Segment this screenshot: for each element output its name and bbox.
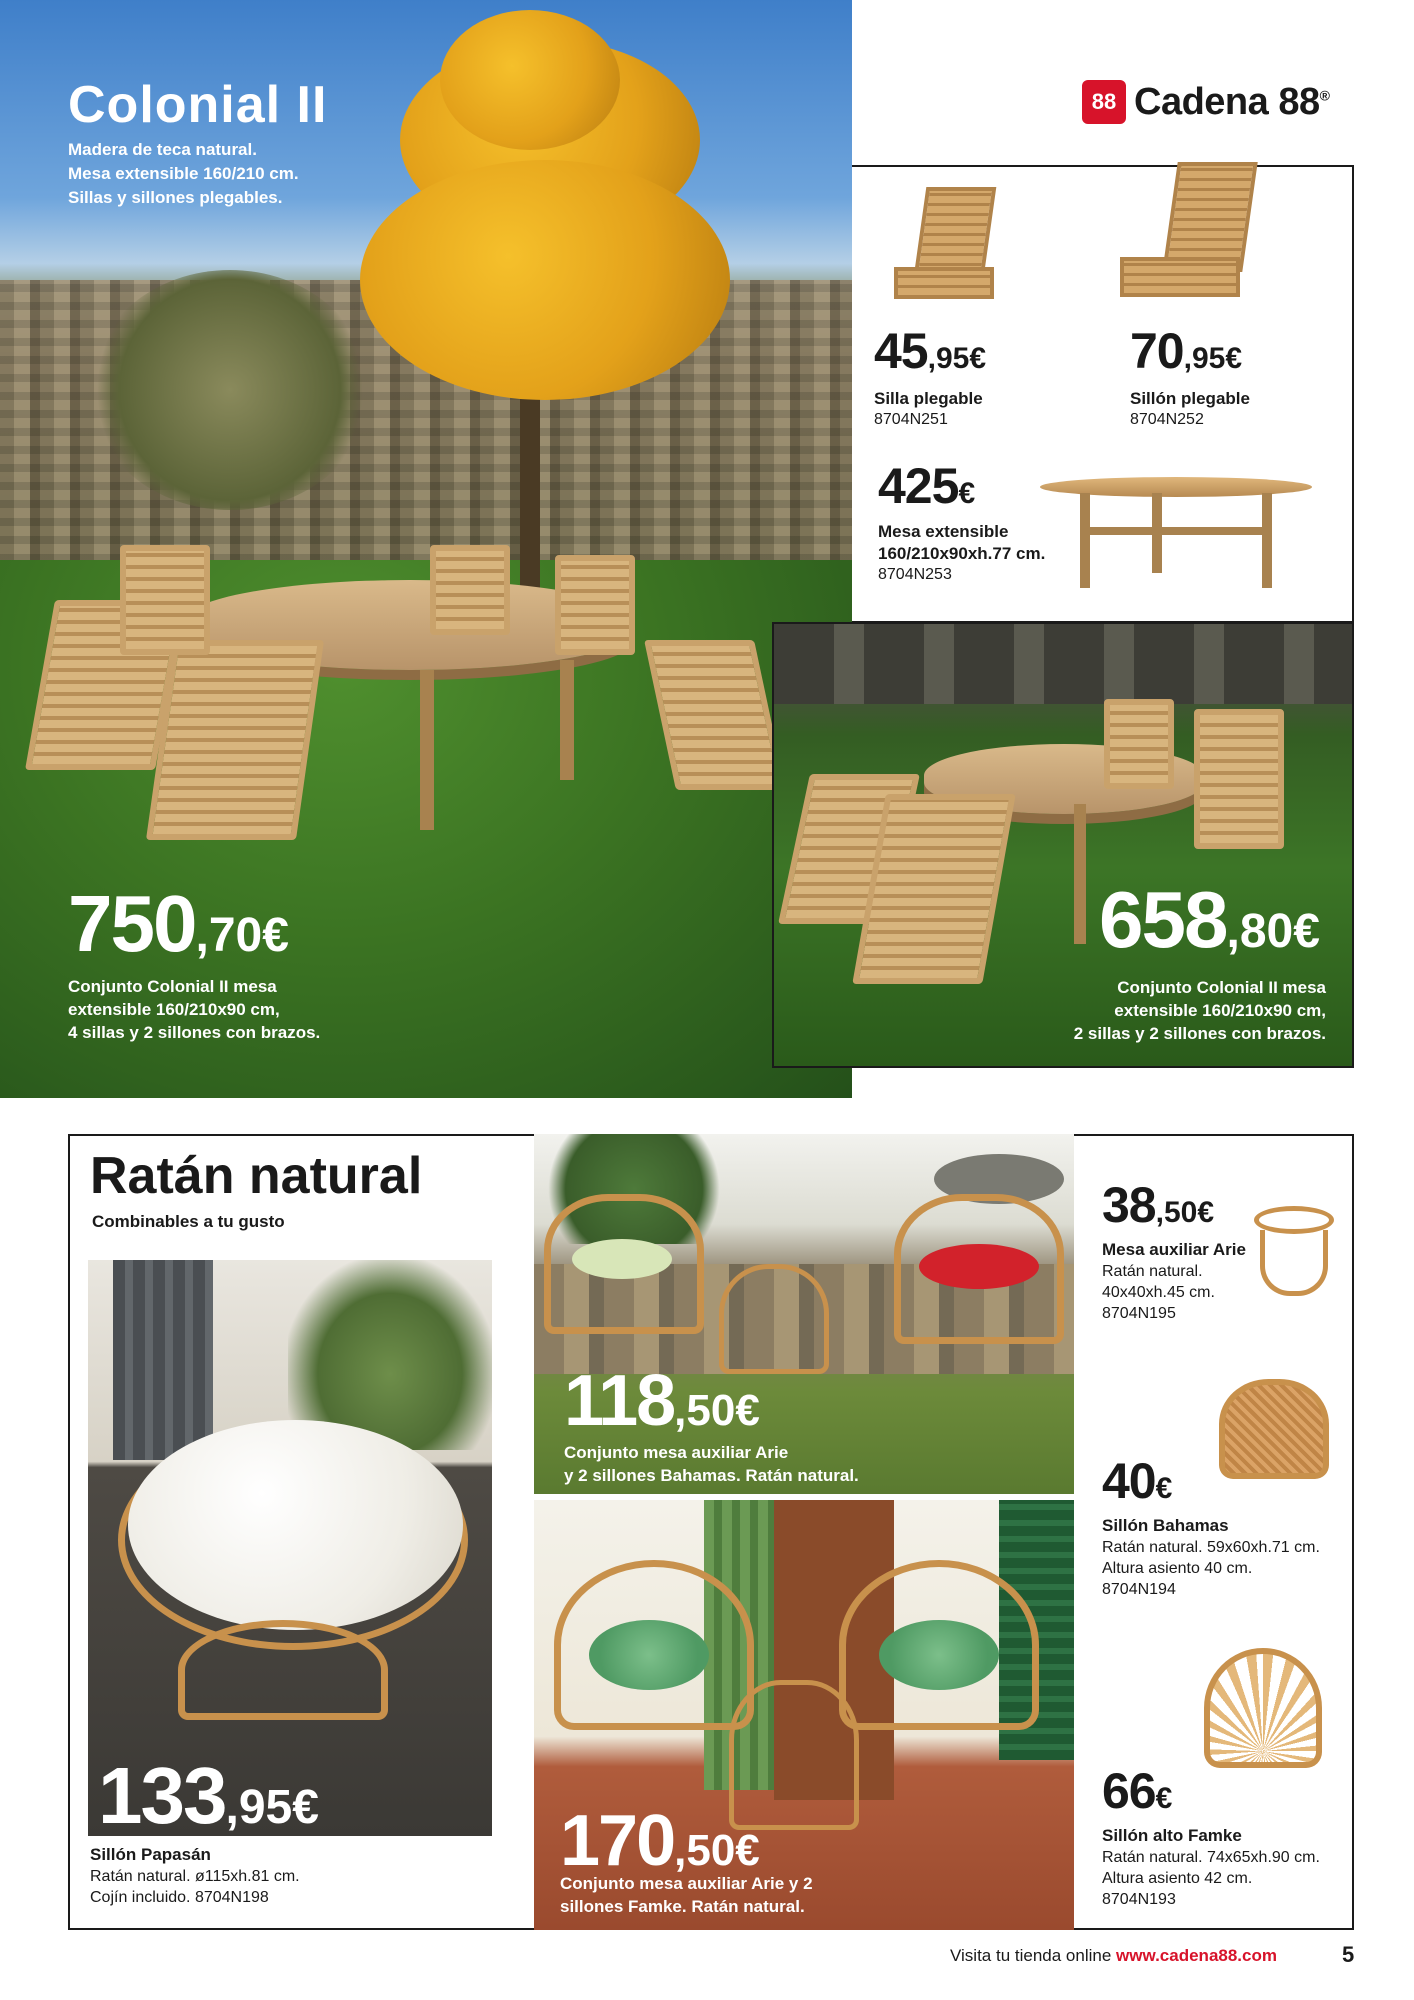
- price-decimal: €: [1155, 1472, 1173, 1505]
- price-decimal: €: [1155, 1782, 1173, 1815]
- price-decimal: ,95€: [225, 1781, 319, 1834]
- price-integer: 170: [560, 1801, 675, 1881]
- caption-set-1: [68, 975, 320, 1044]
- product-desc: 40x40xh.45 cm.: [1102, 1284, 1215, 1301]
- background-wall: [774, 624, 1354, 704]
- product-desc: Ratán natural.: [1102, 1263, 1203, 1280]
- price-sillon-plegable: [1130, 322, 1242, 380]
- price-integer: 66: [1102, 1763, 1156, 1819]
- arie-table-legs: [1260, 1230, 1328, 1296]
- footer-url-link[interactable]: www.cadena88.com: [1116, 1946, 1277, 1965]
- logo-mark-icon: 88: [1082, 80, 1126, 124]
- product-ref: 8704N253: [878, 566, 952, 583]
- price-mesa-extensible: [878, 457, 975, 515]
- caption-bahamas-set: [564, 1441, 859, 1487]
- product-ref: 8704N251: [874, 411, 948, 428]
- price-integer: 40: [1102, 1453, 1156, 1509]
- description-line: Mesa extensible 160/210 cm.: [68, 164, 299, 183]
- folding-armchair-seat: [1120, 257, 1240, 297]
- table-leg: [560, 660, 574, 780]
- table-leg: [1074, 804, 1086, 944]
- famke-armchair-image: [1204, 1648, 1322, 1768]
- price-integer: 425: [878, 458, 959, 514]
- caption-set-2: [774, 976, 1326, 1045]
- brand-name-text: Cadena 88: [1134, 80, 1320, 123]
- price-integer: 38: [1102, 1177, 1156, 1233]
- price-decimal: €: [958, 477, 976, 510]
- photo-papasan: [88, 1260, 492, 1836]
- description-line: Madera de teca natural.: [68, 140, 257, 159]
- caption-line: 4 sillas y 2 sillones con brazos.: [68, 1023, 321, 1042]
- folding-chair-image: [914, 187, 997, 277]
- page-title: Colonial II: [68, 76, 328, 134]
- footer-text: Visita tu tienda online: [950, 1946, 1112, 1965]
- green-cushion: [879, 1620, 999, 1690]
- price-integer: 70: [1130, 323, 1184, 379]
- brand-name: [1134, 81, 1329, 124]
- price-papasan: [98, 1750, 319, 1836]
- product-desc: Ratán natural. 74x65xh.90 cm.: [1102, 1849, 1320, 1866]
- product-desc: Ratán natural. 59x60xh.71 cm.: [1102, 1539, 1320, 1556]
- price-bahamas-set: [564, 1360, 760, 1442]
- bahamas-armchair-image: [1219, 1379, 1329, 1479]
- tree-canopy: [440, 10, 620, 150]
- price-decimal: ,95€: [1183, 342, 1243, 375]
- brand-logo: [1082, 80, 1329, 124]
- product-name: Sillón alto Famke: [1102, 1826, 1242, 1845]
- table-leg: [1262, 493, 1272, 588]
- hero-photo-colonial: [0, 0, 852, 1098]
- price-decimal: ,50€: [674, 1826, 760, 1875]
- folding-chair-seat: [894, 267, 994, 299]
- price-set-2: [1099, 874, 1320, 966]
- price-set-1: [68, 878, 289, 970]
- table-stretcher: [1087, 527, 1267, 535]
- footer: [950, 1946, 1277, 1966]
- arie-side-table: [719, 1264, 829, 1374]
- papasan-cushion: [128, 1420, 463, 1630]
- photo-bahamas-set: [534, 1134, 1074, 1494]
- price-integer: 658: [1099, 875, 1227, 964]
- caption-line: extensible 160/210x90 cm,: [68, 1000, 280, 1019]
- rattan-base: [178, 1620, 388, 1720]
- table-leg: [420, 670, 434, 830]
- product-desc: Ratán natural. ø115xh.81 cm.: [90, 1868, 300, 1885]
- price-decimal: ,50€: [1155, 1196, 1215, 1229]
- hero-description: [68, 138, 299, 210]
- price-sillon-famke: [1102, 1762, 1172, 1820]
- product-name: Mesa auxiliar Arie: [1102, 1240, 1246, 1259]
- photo-colonial-set-2: [772, 622, 1354, 1068]
- price-sillon-bahamas: [1102, 1452, 1172, 1510]
- price-integer: 133: [98, 1751, 226, 1836]
- ratan-items-column: [1074, 1134, 1354, 1930]
- product-name: Silla plegable: [874, 389, 983, 408]
- folding-chair: [120, 545, 210, 655]
- product-ref: 8704N252: [1130, 411, 1204, 428]
- tree-canopy: [360, 160, 730, 400]
- ornamental-grass: [90, 270, 370, 510]
- price-decimal: ,80€: [1226, 905, 1320, 958]
- folding-armchair: [1194, 709, 1284, 849]
- caption-line: 2 sillas y 2 sillones con brazos.: [1073, 1024, 1326, 1043]
- product-ref: 8704N194: [1102, 1581, 1176, 1598]
- price-decimal: ,50€: [674, 1386, 760, 1435]
- section-title: Ratán natural: [90, 1147, 423, 1205]
- product-desc: Cojín incluido. 8704N198: [90, 1889, 269, 1906]
- folding-chair: [1104, 699, 1174, 789]
- price-famke-set: [560, 1800, 760, 1882]
- colonial-products-box: [852, 165, 1354, 623]
- product-name: Sillón Papasán: [90, 1845, 211, 1864]
- price-integer: 118: [564, 1361, 675, 1441]
- stone-column: [113, 1260, 213, 1460]
- caption-line: Conjunto mesa auxiliar Arie: [564, 1443, 789, 1462]
- caption-famke-set: [560, 1872, 813, 1918]
- caption-line: Conjunto mesa auxiliar Arie y 2: [560, 1874, 813, 1893]
- section-subtitle: Combinables a tu gusto: [92, 1212, 285, 1231]
- red-cushion: [919, 1244, 1039, 1289]
- registered-mark: ®: [1319, 86, 1330, 103]
- price-mesa-arie: [1102, 1176, 1214, 1234]
- green-cushion: [572, 1239, 672, 1279]
- caption-line: sillones Famke. Ratán natural.: [560, 1897, 805, 1916]
- page-number: 5: [1342, 1942, 1355, 1967]
- caption-line: extensible 160/210x90 cm,: [1114, 1001, 1326, 1020]
- price-silla-plegable: [874, 322, 986, 380]
- price-integer: 750: [68, 879, 196, 968]
- product-dimensions: 160/210x90xh.77 cm.: [878, 544, 1046, 563]
- price-decimal: ,70€: [195, 909, 289, 962]
- price-decimal: ,95€: [927, 342, 987, 375]
- folding-chair: [430, 545, 510, 635]
- product-desc: Altura asiento 42 cm.: [1102, 1870, 1253, 1887]
- product-ref: 8704N195: [1102, 1305, 1176, 1322]
- product-name: Mesa extensible: [878, 522, 1009, 541]
- photo-famke-set: [534, 1500, 1074, 1930]
- folding-armchair-image: [1162, 162, 1257, 272]
- folding-armchair: [146, 640, 324, 840]
- product-name: Sillón Bahamas: [1102, 1516, 1229, 1535]
- folding-chair: [555, 555, 635, 655]
- price-integer: 45: [874, 323, 928, 379]
- caption-line: y 2 sillones Bahamas. Ratán natural.: [564, 1466, 859, 1485]
- caption-line: Conjunto Colonial II mesa: [1117, 978, 1326, 997]
- green-cushion: [589, 1620, 709, 1690]
- product-ref: 8704N193: [1102, 1891, 1176, 1908]
- table-leg: [1080, 493, 1090, 588]
- product-name: Sillón plegable: [1130, 389, 1250, 408]
- caption-line: Conjunto Colonial II mesa: [68, 977, 277, 996]
- product-desc: Altura asiento 40 cm.: [1102, 1560, 1253, 1577]
- description-line: Sillas y sillones plegables.: [68, 188, 283, 207]
